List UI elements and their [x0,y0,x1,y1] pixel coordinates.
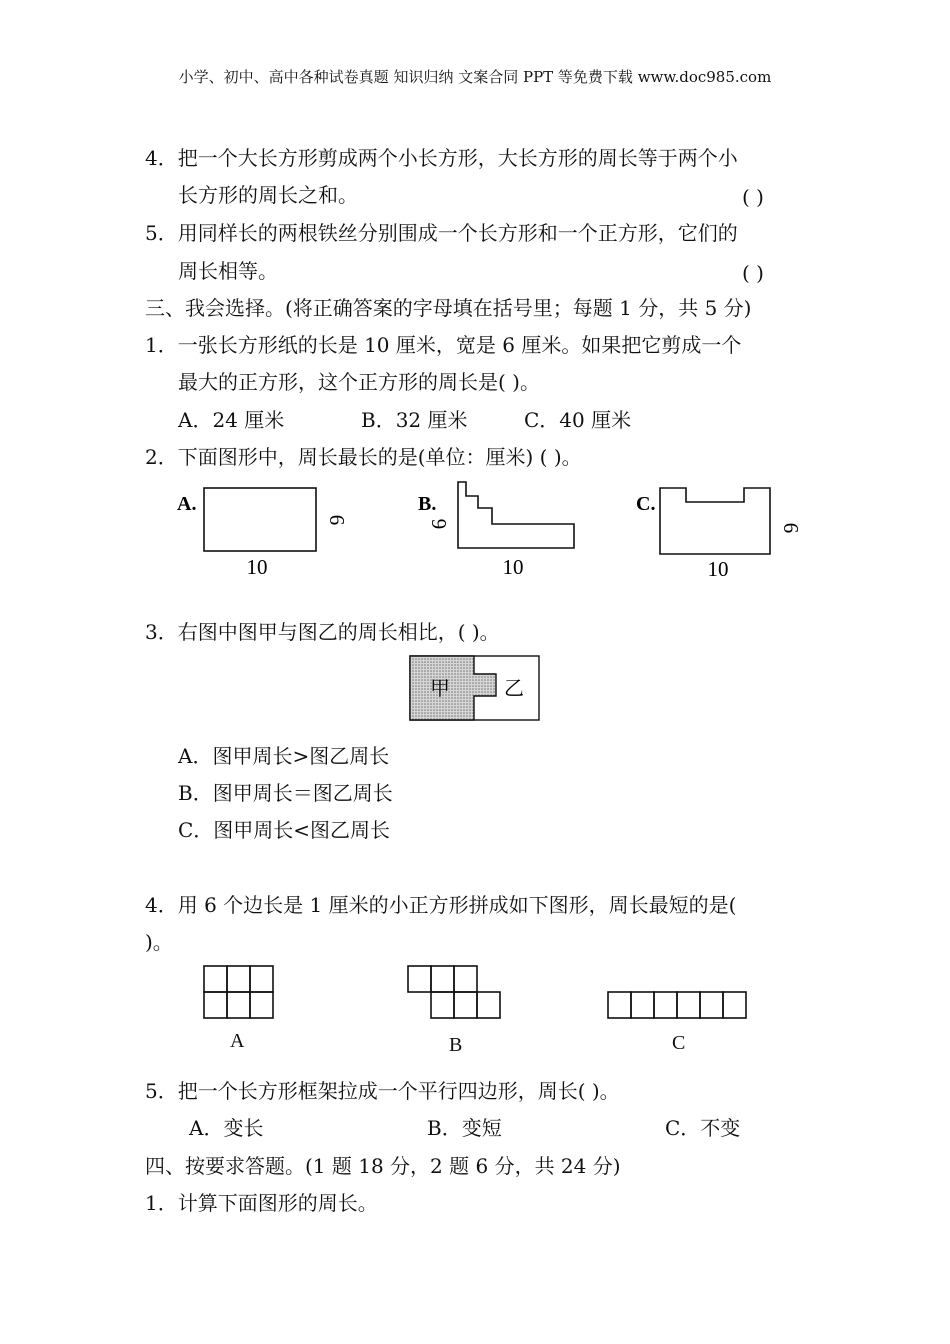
q4-a-square [227,966,250,992]
q4-figure-b-label: B [449,1034,463,1056]
q4-a-square [250,966,273,992]
judge-q4-answer-blank[interactable]: ( ) [742,185,764,209]
q4-c-square [723,992,746,1018]
q4-figure-a [200,962,280,1022]
q4-c-square [631,992,654,1018]
q4-b-square [408,966,431,992]
q4-figure-a-label: A [230,1030,245,1052]
q2-figure-c-width-label: 10 [707,557,729,581]
q4-figure-b [404,962,508,1022]
choice-q3-option-a[interactable]: A．图甲周长>图乙周长 [178,744,390,768]
q4-b-square [477,992,500,1018]
choice-q1-line1: 1．一张长方形纸的长是 10 厘米，宽是 6 厘米。如果把它剪成一个 [145,333,742,357]
q2-figure-a-height-label: 6 [325,514,349,526]
choice-q3-line: 3．右图中图甲与图乙的周长相比，( )。 [145,620,500,644]
q2-figure-c-notched-shape [660,488,770,554]
q4-figure-c [604,988,752,1024]
q2-figure-a-width-label: 10 [246,555,268,579]
judge-q4-line2: 长方形的周长之和。 [178,183,358,207]
choice-q5-option-a[interactable]: A．变长 [189,1116,264,1140]
choice-q1-option-c[interactable]: C．40 厘米 [524,408,632,432]
q4-a-square [204,966,227,992]
q4-c-square [677,992,700,1018]
q4-b-square [454,966,477,992]
q4-c-square [654,992,677,1018]
q2-figure-b-label: B. [418,493,437,515]
choice-q5-option-c[interactable]: C．不变 [665,1116,741,1140]
q2-figure-a [170,482,350,582]
q2-figure-c-height-label: 6 [779,522,803,534]
section4-title: 四、按要求答题。(1 题 18 分，2 题 6 分，共 24 分) [145,1154,621,1178]
choice-q1-option-a[interactable]: A．24 厘米 [178,408,285,432]
q4-b-square [431,966,454,992]
q4-c-square [608,992,631,1018]
q2-figure-b-staircase [458,482,574,548]
q3-label-yi: 乙 [504,676,524,700]
choice-q1-line2: 最大的正方形，这个正方形的周长是( )。 [178,370,540,394]
choice-q3-option-c[interactable]: C．图甲周长<图乙周长 [178,818,391,842]
choice-q5-option-b[interactable]: B．变短 [427,1116,502,1140]
q4-b-square [454,992,477,1018]
section4-q1-line: 1．计算下面图形的周长。 [145,1191,378,1215]
judge-q5-line2: 周长相等。 [178,259,278,283]
choice-q2-line: 2．下面图形中，周长最长的是(单位：厘米) ( )。 [145,445,582,469]
q3-figure [406,652,546,726]
judge-q5-line1: 5．用同样长的两根铁丝分别围成一个长方形和一个正方形，它们的 [145,221,738,245]
q4-figure-c-label: C [672,1032,686,1054]
choice-q1-option-b[interactable]: B．32 厘米 [361,408,468,432]
q4-c-square [700,992,723,1018]
q2-figure-c [634,482,814,586]
choice-q4-line1: 4．用 6 个边长是 1 厘米的小正方形拼成如下图形，周长最短的是( [145,893,737,917]
judge-q4-line1: 4．把一个大长方形剪成两个小长方形，大长方形的周长等于两个小 [145,146,738,170]
q4-a-square [204,992,227,1018]
choice-q3-option-b[interactable]: B．图甲周长＝图乙周长 [178,781,393,805]
q2-figure-a-label: A. [177,493,197,515]
judge-q5-answer-blank[interactable]: ( ) [742,261,764,285]
q4-a-square [227,992,250,1018]
choice-q4-line2: )。 [145,930,173,954]
section3-title: 三、我会选择。(将正确答案的字母填在括号里；每题 1 分，共 5 分) [145,296,752,320]
page-header: 小学、初中、高中各种试卷真题 知识归纳 文案合同 PPT 等免费下载 www.doc985.com [178,68,772,86]
q2-figure-b-width-label: 10 [502,555,524,579]
q2-figure-a-rectangle [204,488,316,551]
q2-figure-b [416,478,596,582]
q2-figure-c-label: C. [636,493,656,515]
q3-label-jia: 甲 [430,676,450,700]
q4-a-square [250,992,273,1018]
q2-figure-b-height-label: 6 [427,518,451,530]
q4-b-square [431,992,454,1018]
choice-q5-line: 5．把一个长方形框架拉成一个平行四边形，周长( )。 [145,1079,620,1103]
